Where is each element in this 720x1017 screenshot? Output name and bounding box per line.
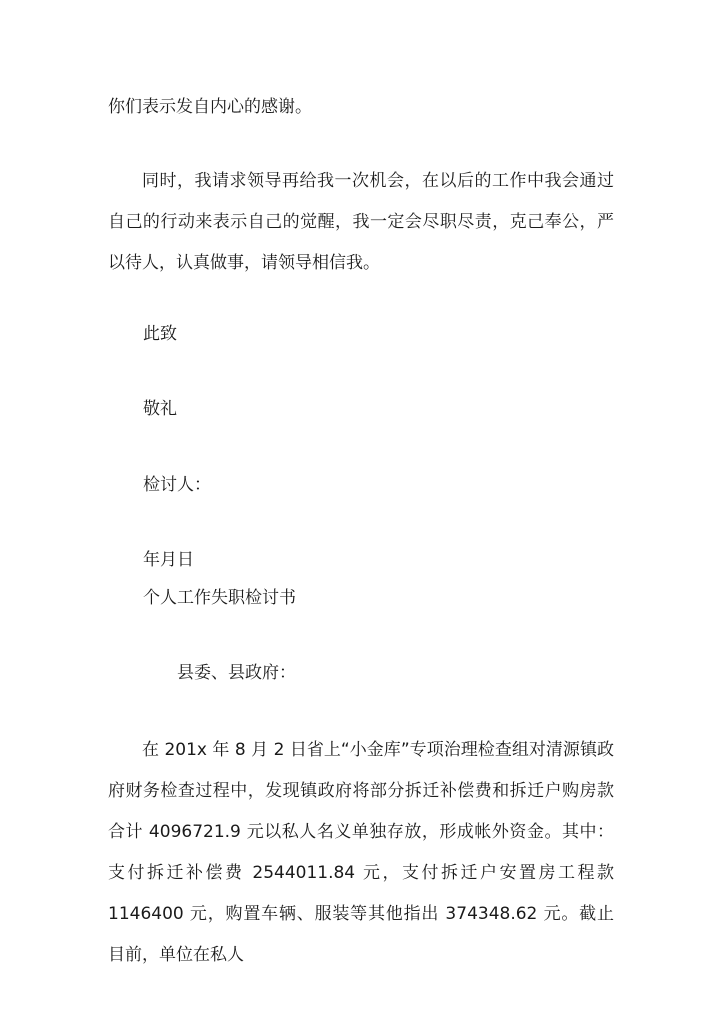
date-label: 年月日 [143,550,194,570]
section-title: 个人工作失职检讨书 [143,588,296,608]
signer-label: 检讨人： [143,475,211,495]
closing-salutation-1: 此致 [143,324,177,344]
paragraph-request: 同时，我请求领导再给我一次机会，在以后的工作中我会通过自己的行动来表示自己的觉醒，我一定会尽职尽责，克己奉公，严以待人，认真做事，请领导相信我。 [108,171,614,273]
closing-salutation-2: 敬礼 [143,399,177,419]
addressee: 县委、县政府： [177,663,296,683]
paragraph-body: 在 201x 年 8 月 2 日省上“小金库”专项治理检查组对清源镇政府财务检查过程中，发现镇政府将部分拆迁补偿费和拆迁户购房款合计 4096721.9 元以私人名义单独存放，形成帐外资金。其中：支付拆迁补偿费 2544011.84 元，支付拆迁户安置房工程款 1146400 元，购置车辆、服装等其他指出 374348.62 元。截止目前，单位在私人 [108,740,614,965]
text-line-thanks: 你们表示发自内心的感谢。 [108,97,312,117]
